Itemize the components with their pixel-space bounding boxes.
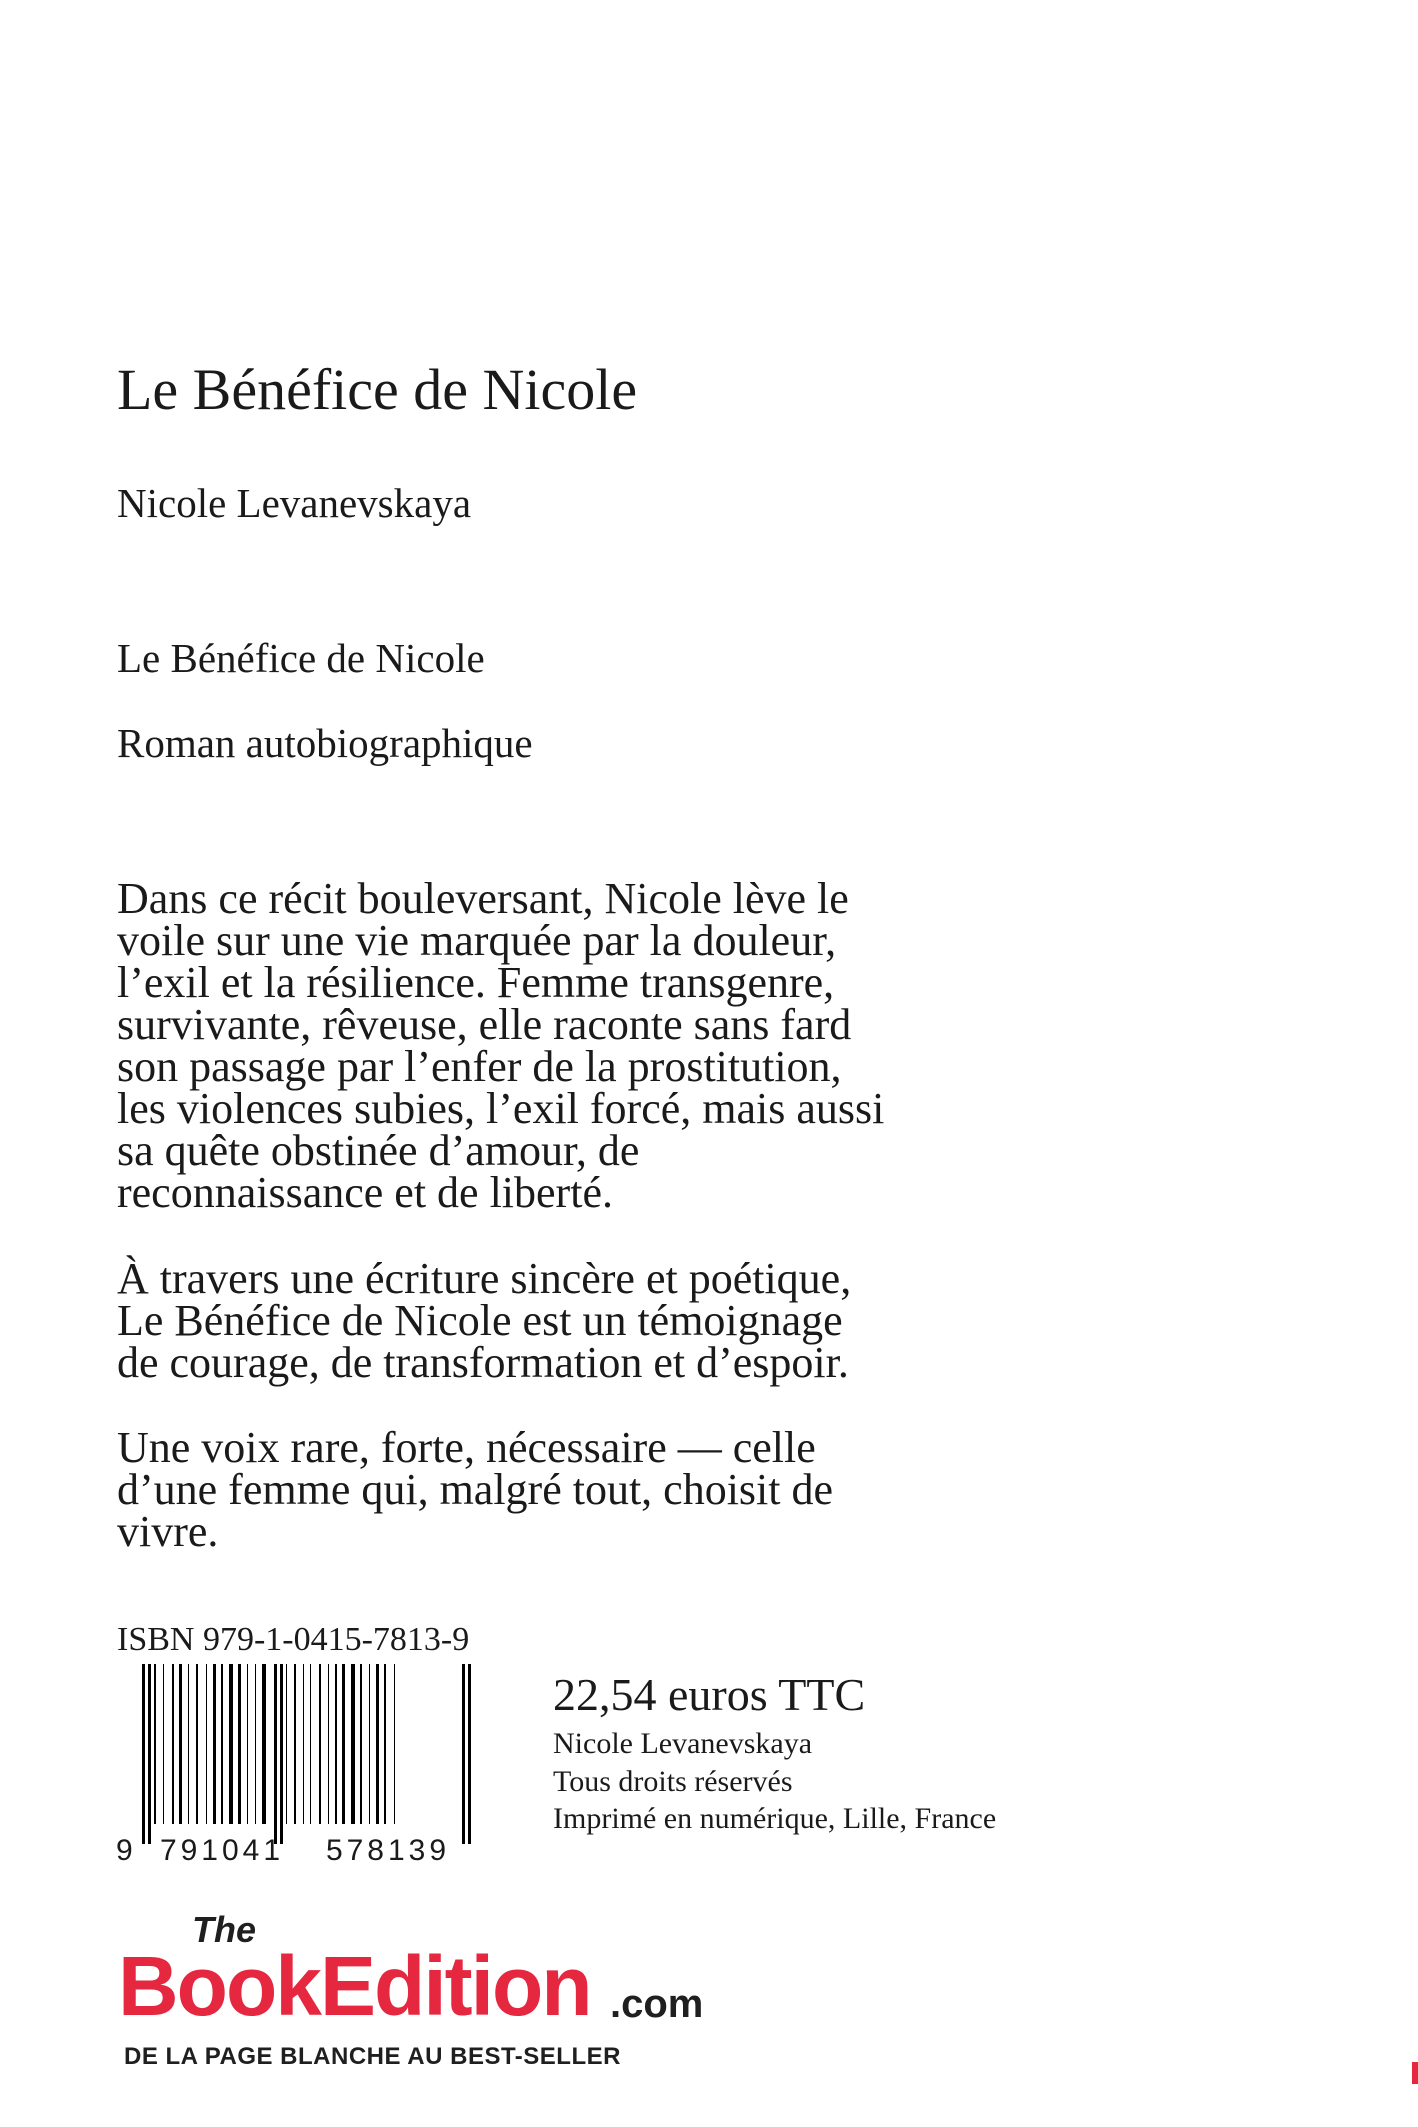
blurb-line: voile sur une vie marquée par la douleur,: [117, 916, 837, 965]
isbn-label: ISBN 979-1-0415-7813-9: [117, 1621, 470, 1658]
blurb-paragraph-1: [117, 874, 1027, 1217]
barcode-bar: [262, 1664, 266, 1824]
barcode-digits-left: 791041: [159, 1834, 285, 1864]
barcode-bar: [247, 1664, 248, 1824]
barcode-bar: [172, 1664, 174, 1824]
barcode-bar: [213, 1664, 216, 1824]
barcode-digit-first: 9: [116, 1834, 133, 1864]
barcode-bar: [163, 1664, 164, 1824]
barcode-bar: [255, 1664, 256, 1824]
blurb-line: reconnaissance et de liberté.: [117, 1168, 613, 1217]
barcode-bar: [148, 1664, 151, 1844]
barcode-digits-right: 578139: [325, 1834, 451, 1864]
barcode-graphic: [112, 1664, 487, 1864]
book-genre: Roman autobiographique: [117, 720, 533, 766]
barcode-bar: [394, 1664, 395, 1824]
blurb-line: d’une femme qui, malgré tout, choisit de: [117, 1465, 834, 1514]
barcode-bar: [294, 1664, 296, 1824]
barcode-bar: [206, 1664, 207, 1824]
barcode-bar: [319, 1664, 321, 1824]
rights-notice: Tous droits réservés: [553, 1765, 793, 1798]
printing-info: Imprimé en numérique, Lille, France: [553, 1802, 997, 1835]
barcode-bar: [328, 1664, 329, 1824]
barcode-bar: [238, 1664, 241, 1824]
price: 22,54 euros TTC: [553, 1669, 866, 1720]
barcode-bar: [468, 1664, 471, 1844]
copyright-author: Nicole Levanevskaya: [553, 1727, 813, 1760]
barcode-bar: [196, 1664, 198, 1824]
publisher-logo: [118, 1910, 718, 2100]
book-subtitle: Le Bénéfice de Nicole: [117, 635, 485, 681]
barcode-bar: [342, 1664, 345, 1824]
blurb-line: vivre.: [117, 1507, 219, 1556]
blurb-line: À travers une écriture sincère et poétique,: [117, 1254, 852, 1303]
barcode-bar: [351, 1664, 355, 1824]
blurb-line: sa quête obstinée d’amour, de: [117, 1126, 640, 1175]
barcode-bar: [310, 1664, 311, 1824]
barcode-bar: [221, 1664, 223, 1824]
logo-wordmark: BookEdition: [118, 1939, 591, 2033]
blurb-paragraph-3: [117, 1423, 1027, 1556]
barcode-bar: [179, 1664, 182, 1824]
barcode-bar: [154, 1664, 156, 1824]
blurb-paragraph-2: [117, 1254, 1027, 1387]
barcode-bar: [229, 1664, 233, 1824]
barcode-bar: [188, 1664, 189, 1824]
barcode-bar: [286, 1664, 287, 1824]
blurb-line: son passage par l’enfer de la prostitution,: [117, 1042, 842, 1091]
edge-mark: [1412, 2062, 1418, 2084]
book-title: Le Bénéfice de Nicole: [117, 357, 638, 422]
barcode-bar: [384, 1664, 386, 1824]
logo-the-text: The: [192, 1909, 257, 1950]
blurb-line: Dans ce récit bouleversant, Nicole lève le: [117, 874, 849, 923]
logo-tagline: DE LA PAGE BLANCHE AU BEST-SELLER: [124, 2043, 621, 2070]
barcode-bar: [376, 1664, 379, 1824]
blurb-line: Le Bénéfice de Nicole est un témoignage: [117, 1296, 843, 1345]
barcode-bar: [303, 1664, 304, 1824]
barcode-bar: [280, 1664, 283, 1844]
barcode-bar: [369, 1664, 370, 1824]
blurb-line: de courage, de transformation et d’espoir.: [117, 1338, 849, 1387]
barcode-bar: [274, 1664, 277, 1844]
logo-tld: .com: [610, 1982, 704, 2026]
blurb-line: les violences subies, l’exil forcé, mais aussi: [117, 1084, 885, 1133]
author-name: Nicole Levanevskaya: [117, 480, 472, 526]
barcode-bar: [142, 1664, 145, 1844]
barcode-bar: [360, 1664, 362, 1824]
blurb-line: l’exil et la résilience. Femme transgenre,: [117, 958, 835, 1007]
blurb-line: Une voix rare, forte, nécessaire — celle: [117, 1423, 816, 1472]
blurb-line: survivante, rêveuse, elle raconte sans fard: [117, 1000, 852, 1049]
barcode-bar: [335, 1664, 337, 1824]
barcode-bar: [462, 1664, 465, 1844]
isbn-barcode: [112, 1664, 487, 1864]
